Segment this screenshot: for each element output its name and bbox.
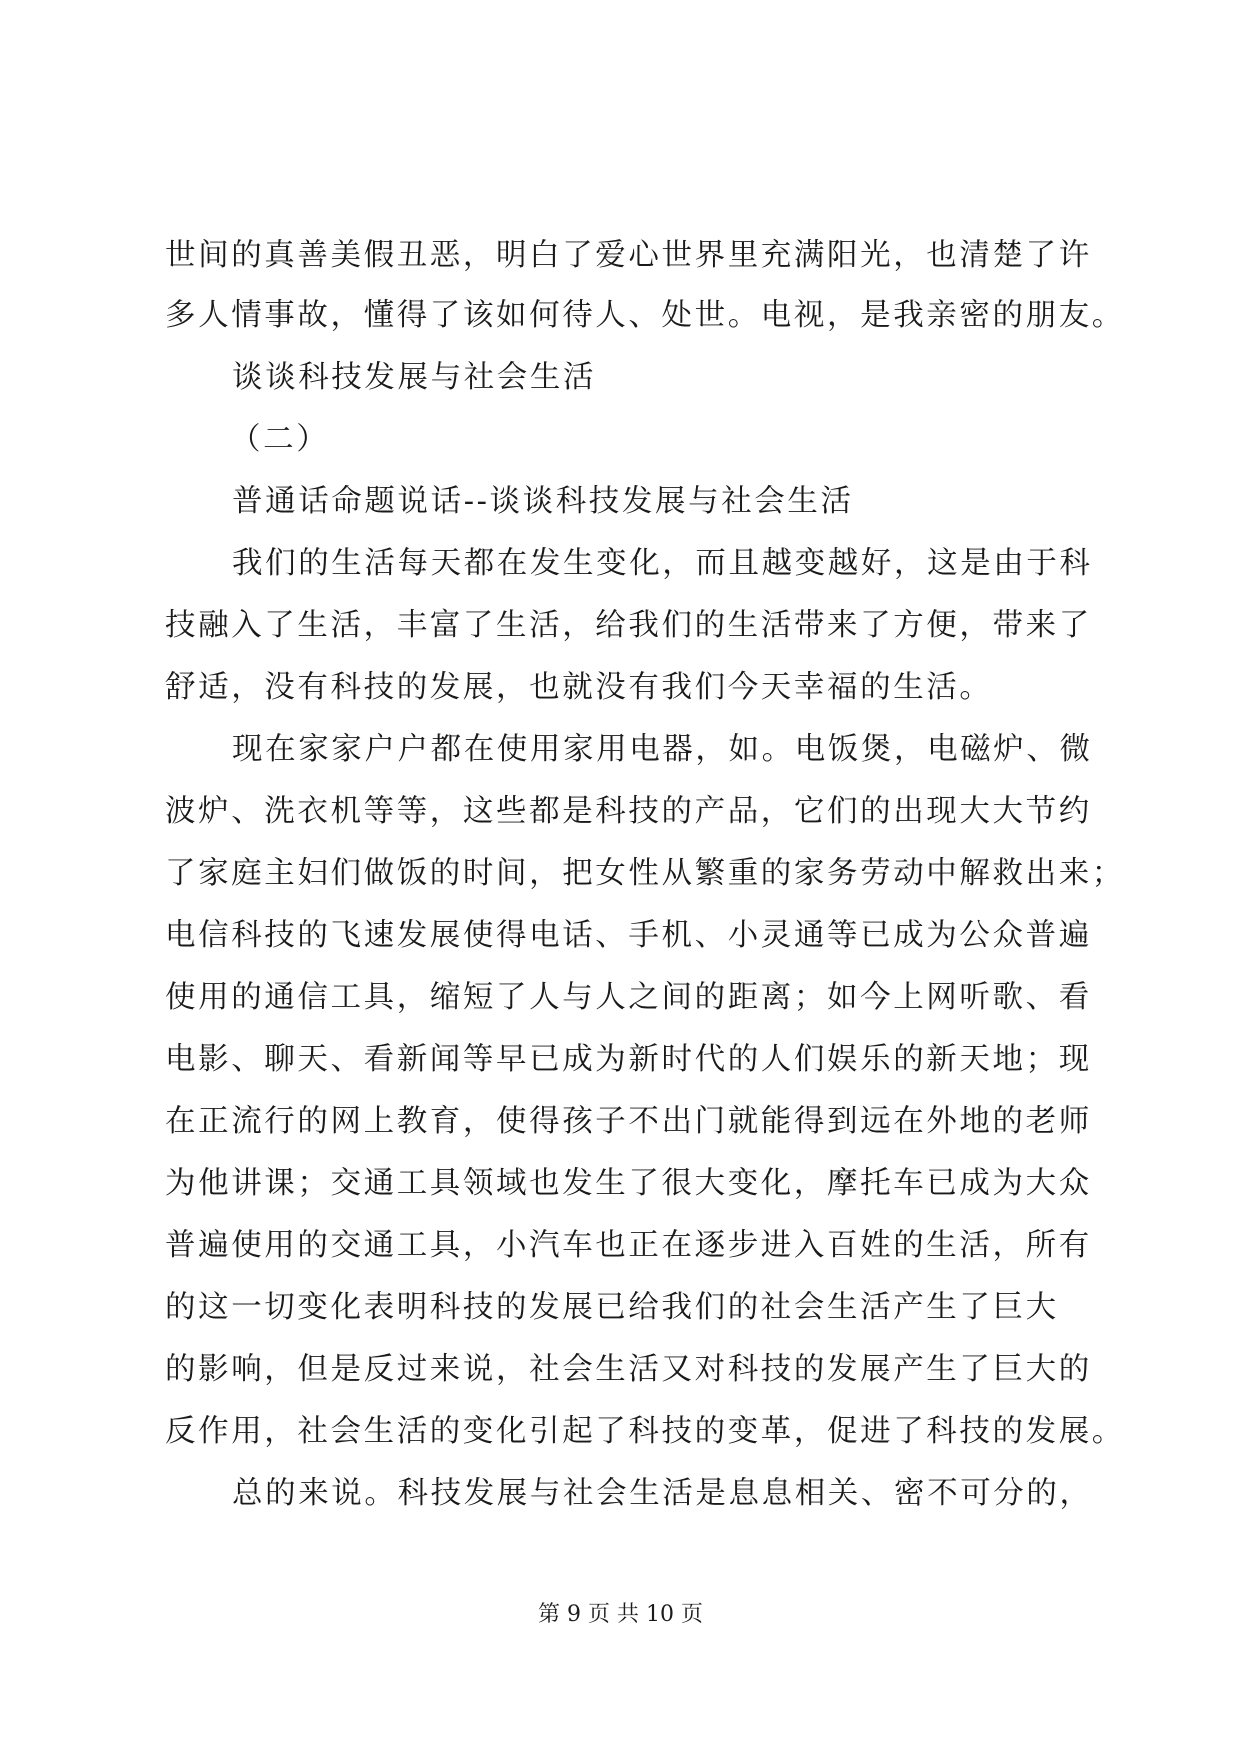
paragraph-line: 技融入了生活，丰富了生活，给我们的生活带来了方便，带来了 — [165, 608, 1092, 643]
page-number-footer: 第 9 页 共 10 页 — [538, 1602, 703, 1627]
paragraph-line: 舒适，没有科技的发展，也就没有我们今天幸福的生活。 — [165, 670, 993, 705]
paragraph-line: 使用的通信工具，缩短了人与人之间的距离；如今上网听歌、看 — [165, 980, 1092, 1015]
paragraph-line: 电影、聊天、看新闻等早已成为新时代的人们娱乐的新天地；现 — [165, 1042, 1092, 1077]
topic-heading: 普通话命题说话--谈谈科技发展与社会生活 — [232, 484, 854, 519]
paragraph-line: 的影响，但是反过来说，社会生活又对科技的发展产生了巨大的 — [165, 1352, 1092, 1387]
paragraph-line: 普遍使用的交通工具，小汽车也正在逐步进入百姓的生活，所有 — [165, 1228, 1092, 1263]
paragraph-line: 世间的真善美假丑恶，明白了爱心世界里充满阳光，也清楚了许 — [165, 238, 1092, 273]
section-title: 谈谈科技发展与社会生活 — [232, 360, 597, 395]
paragraph-line: 了家庭主妇们做饭的时间，把女性从繁重的家务劳动中解救出来； — [165, 856, 1125, 891]
paragraph-line: 波炉、洗衣机等等，这些都是科技的产品，它们的出现大大节约 — [165, 794, 1092, 829]
paragraph-line: 现在家家户户都在使用家用电器，如。电饭煲，电磁炉、微 — [232, 732, 1093, 767]
paragraph-line: 反作用，社会生活的变化引起了科技的变革，促进了科技的发展。 — [165, 1414, 1125, 1449]
paragraph-line: 多人情事故，懂得了该如何待人、处世。电视，是我亲密的朋友。 — [165, 298, 1125, 333]
paragraph-line: 为他讲课；交通工具领域也发生了很大变化，摩托车已成为大众 — [165, 1166, 1092, 1201]
paragraph-line: 的这一切变化表明科技的发展已给我们的社会生活产生了巨大 — [165, 1290, 1059, 1325]
paragraph-line: 电信科技的飞速发展使得电话、手机、小灵通等已成为公众普遍 — [165, 918, 1092, 953]
paragraph-line: 总的来说。科技发展与社会生活是息息相关、密不可分的， — [232, 1476, 1093, 1511]
section-number: （二） — [230, 422, 330, 457]
paragraph-line: 我们的生活每天都在发生变化，而且越变越好，这是由于科 — [232, 546, 1093, 581]
paragraph-line: 在正流行的网上教育，使得孩子不出门就能得到远在外地的老师 — [165, 1104, 1092, 1139]
